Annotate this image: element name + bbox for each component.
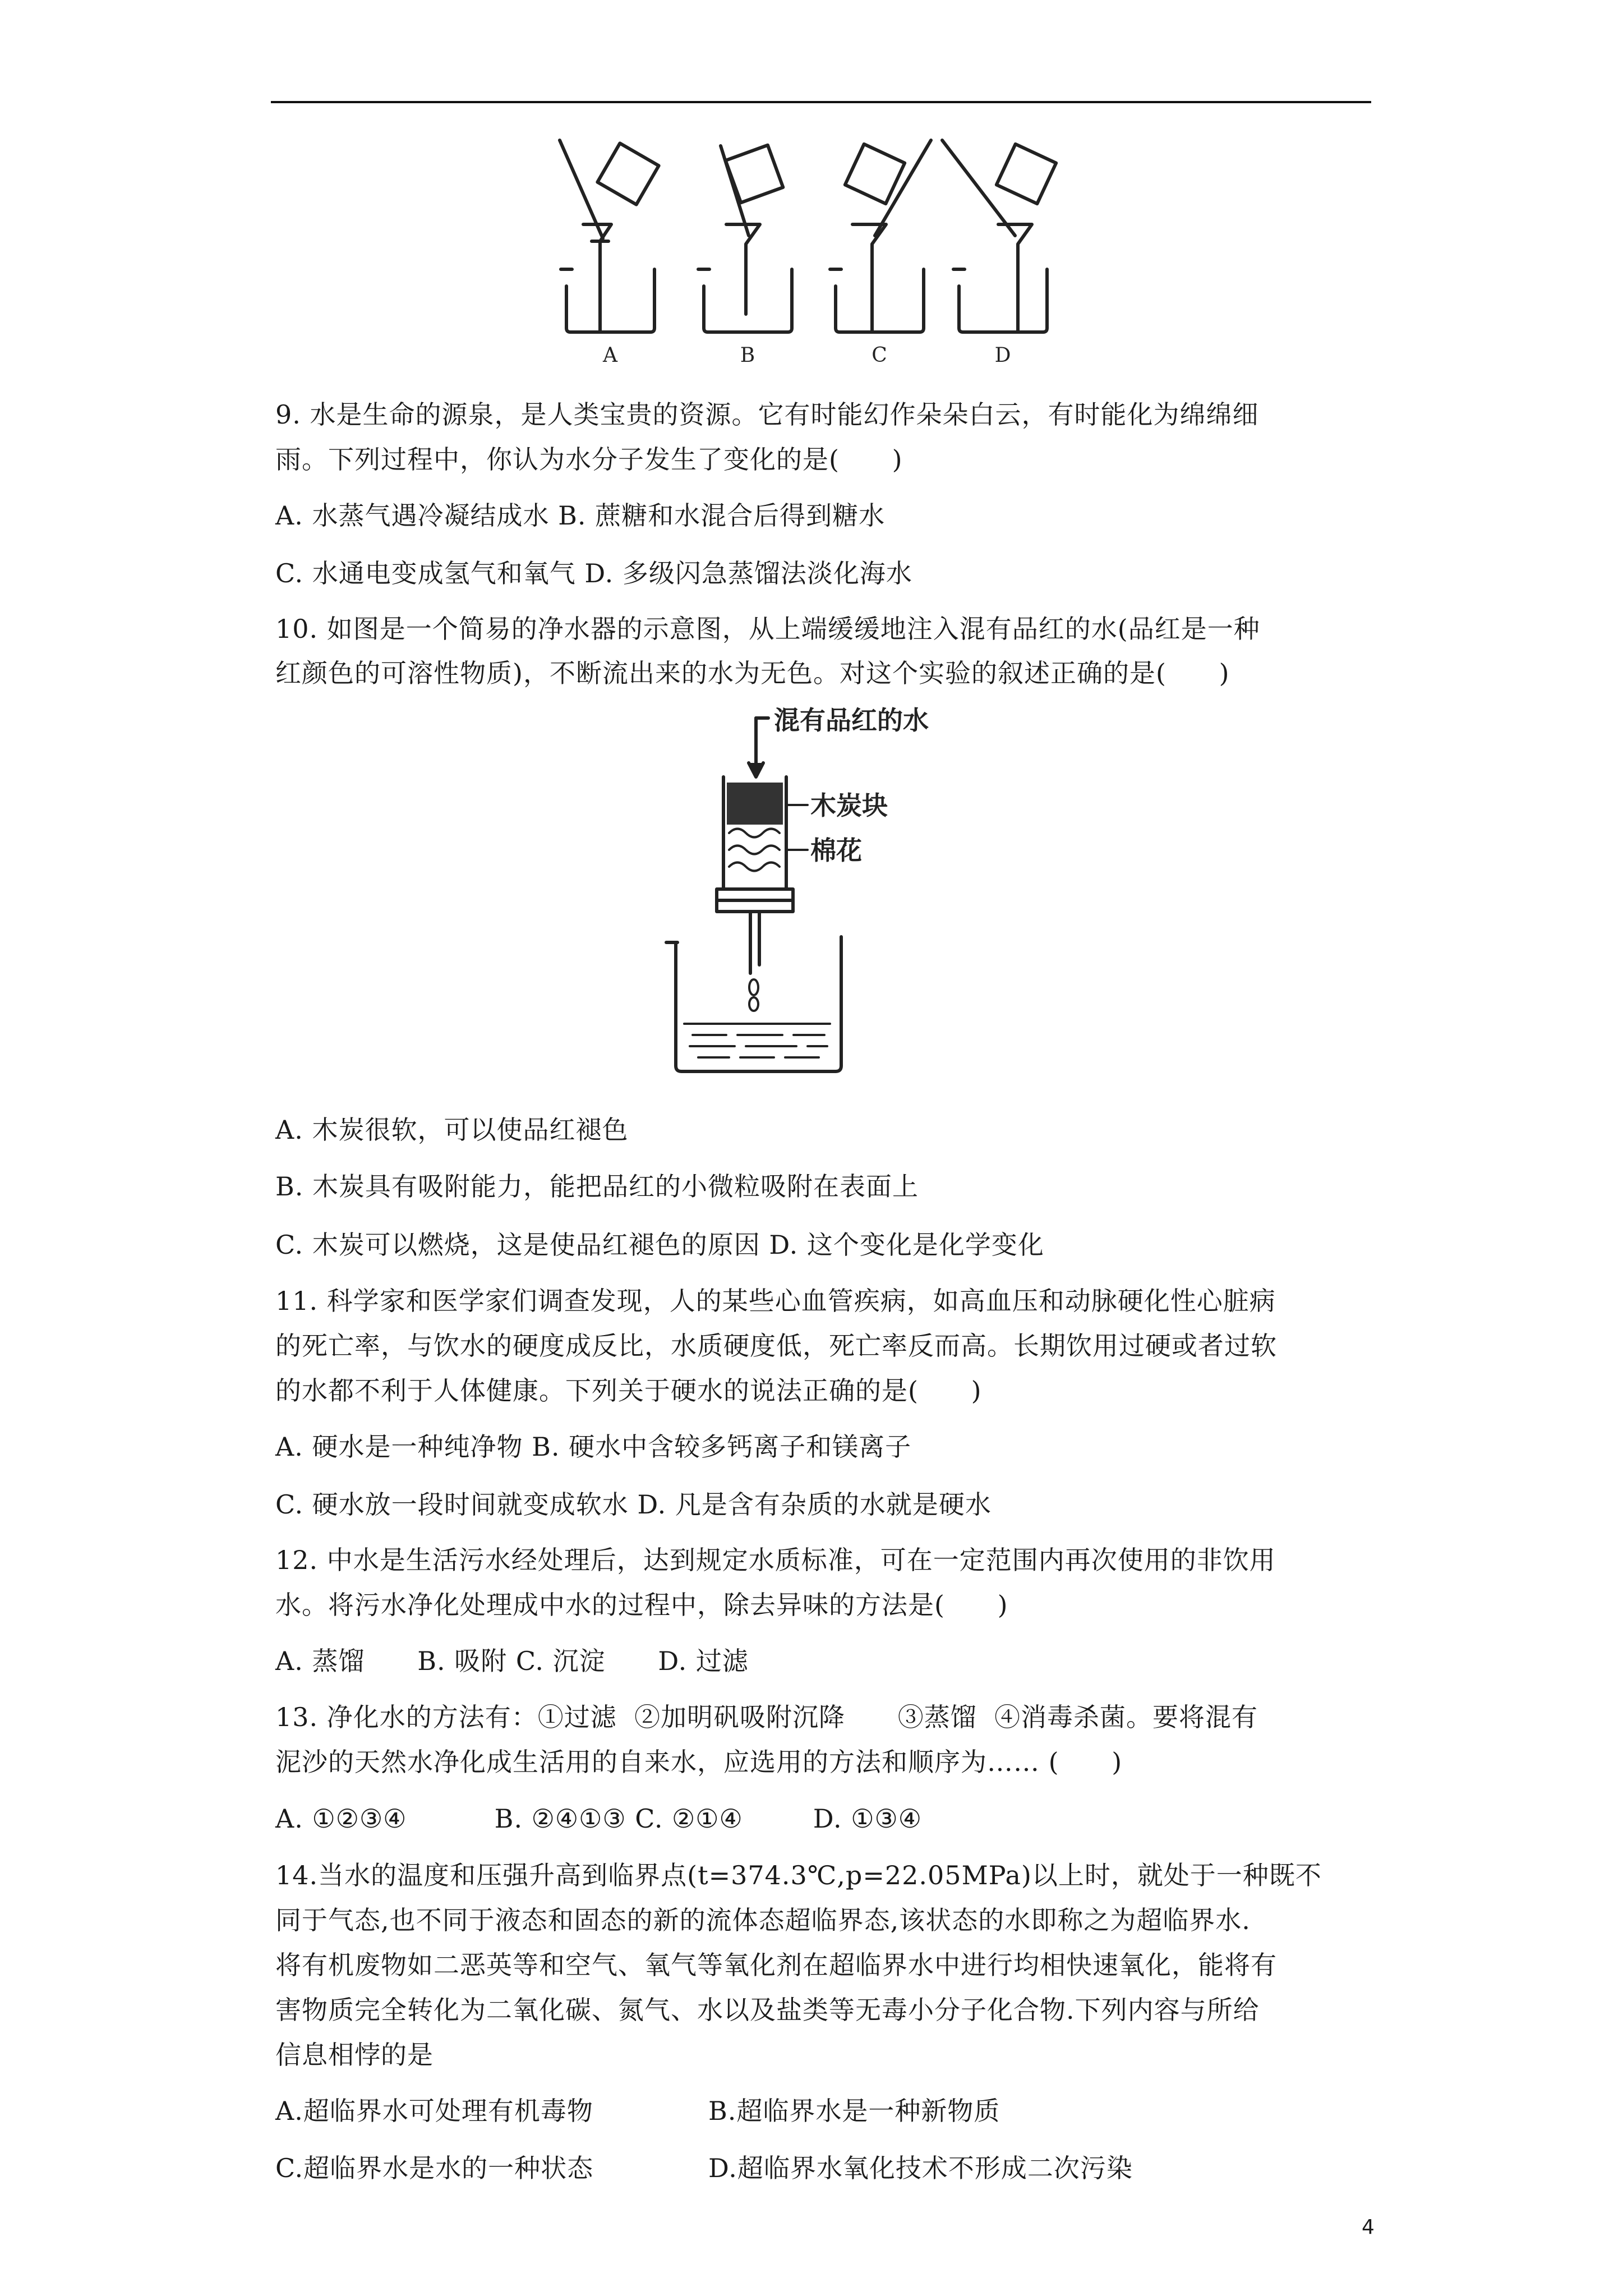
label-d: D [994,344,1011,367]
q11-line2: 的死亡率，与饮水的硬度成反比，水质硬度低，死亡率反而高。长期饮用过硬或者过软 [275,1331,1277,1361]
label-b: B [740,344,755,367]
q11-options-cd: C. 硬水放一段时间就变成软水 D. 凡是含有杂质的水就是硬水 [275,1489,992,1520]
label-water-with-dye: 混有品红的水 [774,707,929,735]
q10-line2: 红颜色的可溶性物质)，不断流出来的水为无色。对这个实验的叙述正确的是( ) [275,658,1230,688]
q11-line3: 的水都不利于人体健康。下列关于硬水的说法正确的是( ) [275,1375,982,1406]
label-charcoal: 木炭块 [810,790,888,821]
setup-b [698,145,792,332]
q13-line1: 13. 净化水的方法有：①过滤 ②加明矾吸附沉降 ③蒸馏 ④消毒杀菌。要将混有 [275,1702,1258,1732]
q14-line3: 将有机废物如二恶英等和空气、氧气等氧化剂在超临界水中进行均相快速氧化，能将有 [275,1950,1277,1980]
q9-options-cd: C. 水通电变成氢气和氧气 D. 多级闪急蒸馏法淡化海水 [275,558,912,588]
q14-line2: 同于气态,也不同于液态和固态的新的流体态超临界态,该状态的水即称之为超临界水. [275,1905,1251,1935]
label-cotton: 棉花 [810,835,862,866]
q10-option-a: A. 木炭很软，可以使品红褪色 [275,1115,629,1145]
q14-line5: 信息相悖的是 [275,2040,434,2070]
q9-line2: 雨。下列过程中，你认为水分子发生了变化的是( ) [275,444,903,475]
filtration-figure [550,135,1077,370]
q10-option-b: B. 木炭具有吸附能力，能把品红的小微粒吸附在表面上 [275,1171,919,1202]
q13-options: A. ①②③④ B. ②④①③ C. ②①④ D. ①③④ [275,1803,922,1834]
label-c: C [872,344,887,367]
q12-line2: 水。将污水净化处理成中水的过程中，除去异味的方法是( ) [275,1590,1008,1620]
q14-option-c: C.超临界水是水的一种状态 [275,2153,594,2183]
q9-line1: 9. 水是生命的源泉，是人类宝贵的资源。它有时能幻作朵朵白云，有时能化为绵绵细 [275,399,1259,430]
q11-options-ab: A. 硬水是一种纯净物 B. 硬水中含较多钙离子和镁离子 [275,1432,912,1462]
setup-d [942,140,1056,332]
q14-option-b: B.超临界水是一种新物质 [708,2096,1000,2126]
water-purifier-figure [645,707,959,1088]
q10-line1: 10. 如图是一个简易的净水器的示意图，从上端缓缓地注入混有品红的水(品红是一种 [275,614,1260,644]
label-a: A [603,344,617,367]
setup-a [560,140,659,332]
q14-option-d: D.超临界水氧化技术不形成二次污染 [708,2153,1133,2183]
q12-options: A. 蒸馏 B. 吸附 C. 沉淀 D. 过滤 [275,1646,749,1676]
q13-line2: 泥沙的天然水净化成生活用的自来水，应选用的方法和顺序为…… ( ) [275,1747,1123,1777]
setup-c [830,140,931,332]
q14-line1: 14.当水的温度和压强升高到临界点(t=374.3℃,p=22.05MPa)以上时，就处于一种既不 [275,1860,1322,1890]
q14-option-a: A.超临界水可处理有机毒物 [275,2096,593,2126]
q12-line1: 12. 中水是生活污水经处理后，达到规定水质标准，可在一定范围内再次使用的非饮用 [275,1545,1276,1575]
q9-options-ab: A. 水蒸气遇冷凝结成水 B. 蔗糖和水混合后得到糖水 [275,500,886,531]
page-number: 4 [1362,2216,1375,2239]
q10-options-cd: C. 木炭可以燃烧，这是使品红褪色的原因 D. 这个变化是化学变化 [275,1230,1044,1260]
q14-line4: 害物质完全转化为二氧化碳、氮气、水以及盐类等无毒小分子化合物.下列内容与所给 [275,1995,1260,2025]
header-rule [271,101,1371,103]
q11-line1: 11. 科学家和医学家们调查发现，人的某些心血管疾病，如高血压和动脉硬化性心脏病 [275,1286,1276,1316]
